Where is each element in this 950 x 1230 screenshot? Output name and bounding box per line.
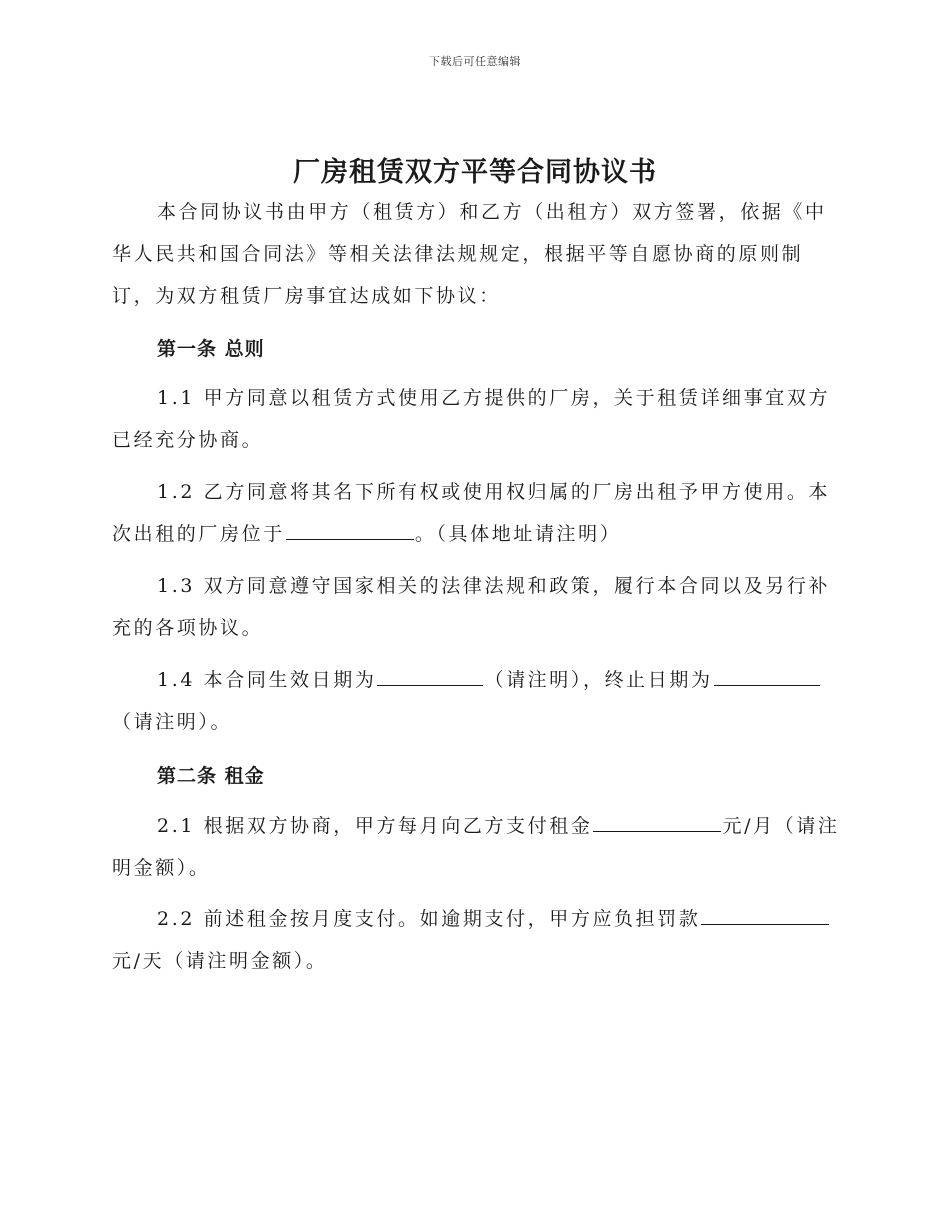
address-blank	[286, 515, 414, 540]
clause-2-1-text: 2.1 根据双方协商，甲方每月向乙方支付租金	[157, 815, 593, 837]
clause-1-4-middle: （请注明），终止日期为	[484, 669, 713, 691]
page-header-note: 下载后可任意编辑	[429, 55, 521, 68]
clause-1-4	[112, 659, 840, 743]
clause-2-2-note: 元/天（请注明金额）。	[112, 950, 328, 972]
clause-1-2-text: 1.2 乙方同意将其名下所有权或使用权归属的厂房出租予甲方使用。本次出租的厂房位于	[112, 481, 831, 545]
clause-2-1-note: 元/月（请注明金额）。	[112, 815, 840, 879]
clause-2-1	[112, 805, 840, 889]
clause-2-2-text: 2.2 前述租金按月度支付。如逾期支付，甲方应负担罚款	[157, 908, 701, 930]
section-heading-general: 第一条 总则	[157, 338, 265, 360]
start-date-blank	[377, 661, 483, 686]
clause-1-3: 1.3 双方同意遵守国家相关的法律法规和政策，履行本合同以及另行补充的各项协议。	[112, 575, 831, 639]
clause-1-4-note: （请注明）。	[112, 711, 233, 733]
clause-1-4-text: 1.4 本合同生效日期为	[157, 669, 377, 691]
document-title: 厂房租赁双方平等合同协议书	[293, 157, 657, 188]
end-date-blank	[714, 661, 820, 686]
intro-paragraph: 本合同协议书由甲方（租赁方）和乙方（出租方）双方签署，依据《中华人民共和国合同法》等相关法律法规规定，根据平等自愿协商的原则制订，为双方租赁厂房事宜达成如下协议：	[112, 201, 827, 307]
section-heading-rent: 第二条 租金	[157, 765, 265, 787]
clause-1-1: 1.1 甲方同意以租赁方式使用乙方提供的厂房，关于租赁详细事宜双方已经充分协商。	[112, 387, 831, 451]
rent-amount-blank	[593, 807, 721, 832]
clause-1-2-note: 。（具体地址请注明）	[414, 523, 622, 545]
clause-2-2	[112, 898, 840, 982]
clause-1-2	[112, 471, 840, 555]
penalty-amount-blank	[701, 900, 829, 925]
